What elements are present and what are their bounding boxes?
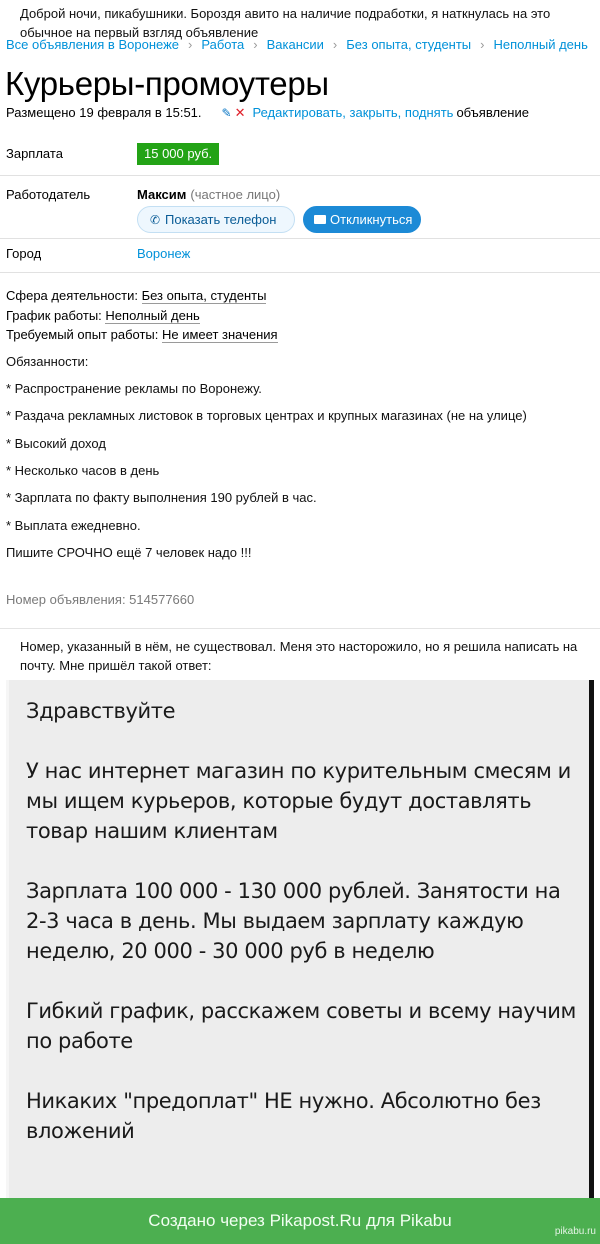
phone-icon: ✆ xyxy=(150,213,161,227)
breadcrumb-item[interactable]: Все объявления в Воронеже xyxy=(6,37,180,52)
breadcrumb-item[interactable]: Неполный день xyxy=(493,37,588,52)
pencil-icon[interactable]: ✎ xyxy=(221,106,232,120)
param-row xyxy=(6,325,278,345)
employer-type: (частное лицо) xyxy=(190,187,281,202)
city-link[interactable]: Воронеж xyxy=(137,246,191,261)
description-line: * Выплата ежедневно. xyxy=(6,518,141,533)
breadcrumb: Все объявления в Воронеже › Работа › Вакансии › Без опыта, студенты › Неполный день xyxy=(6,37,588,52)
email-reply-screenshot xyxy=(6,680,594,1198)
pikapost-footer xyxy=(0,1198,600,1244)
salary-badge: 15 000 руб. xyxy=(137,143,219,165)
employer-label: Работодатель xyxy=(6,187,91,202)
ad-params xyxy=(6,286,278,345)
description-line: * Распространение рекламы по Воронежу. xyxy=(6,381,262,396)
ad-title: Курьеры-промоутеры xyxy=(5,65,329,102)
description-line: Пишите СРОЧНО ещё 7 человек надо !!! xyxy=(6,545,252,560)
param-value-link[interactable]: Не имеет значения xyxy=(162,327,278,342)
description-line: Обязанности: xyxy=(6,354,89,369)
param-value-link[interactable]: Без опыта, студенты xyxy=(141,288,267,303)
description-line: * Несколько часов в день xyxy=(6,463,160,478)
param-label: Требуемый опыт работы: xyxy=(6,327,159,342)
email-paragraph: Гибкий график, расскажем советы и всему научим по работе xyxy=(26,999,576,1053)
city-label: Город xyxy=(6,246,42,261)
description-line: * Высокий доход xyxy=(6,436,106,451)
ad-number: Номер объявления: 514577660 xyxy=(6,592,195,607)
edit-suffix: объявление xyxy=(456,105,529,120)
param-value-link[interactable]: Неполный день xyxy=(105,307,200,323)
breadcrumb-item[interactable]: Без опыта, студенты xyxy=(346,37,472,52)
respond-label: Откликнуться xyxy=(330,212,413,227)
show-phone-label: Показать телефон xyxy=(165,212,277,227)
respond-button[interactable] xyxy=(303,206,421,233)
breadcrumb-item[interactable]: Работа xyxy=(201,37,245,52)
email-paragraph: Никаких "предоплат" НЕ нужно. Абсолютно без вложений xyxy=(26,1089,541,1143)
param-label: Сфера деятельности: xyxy=(6,288,138,303)
envelope-icon xyxy=(314,215,326,224)
post-caption-middle: Номер, указанный в нём, не существовал. Меня это насторожило, но я решила написать на почту. Мне пришёл такой ответ: xyxy=(0,628,600,680)
footer-text: Создано через Pikapost.Ru для Pikabu xyxy=(148,1211,452,1230)
param-row xyxy=(6,286,278,306)
edit-ad-link[interactable]: Редактировать, закрыть, поднять xyxy=(252,105,454,120)
pikabu-watermark: pikabu.ru xyxy=(554,1226,596,1237)
divider xyxy=(0,175,600,176)
employer xyxy=(137,187,280,202)
ad-meta xyxy=(6,105,529,121)
param-row xyxy=(6,306,278,326)
divider xyxy=(0,238,600,239)
show-phone-button[interactable] xyxy=(137,206,295,233)
description-line: * Раздача рекламных листовок в торговых центрах и крупных магазинах (не на улице) xyxy=(6,408,527,423)
employer-name: Максим xyxy=(137,187,187,202)
close-icon[interactable]: ✕ xyxy=(234,105,246,120)
email-paragraph: У нас интернет магазин по курительным смесям и мы ищем курьеров, которые будут доставлять товар нашим клиентам xyxy=(26,759,571,843)
param-label: График работы: xyxy=(6,307,102,323)
salary-label: Зарплата xyxy=(6,146,63,161)
breadcrumb-item[interactable]: Вакансии xyxy=(266,37,324,52)
email-paragraph: Здравствуйте xyxy=(26,699,176,723)
posted-date: Размещено 19 февраля в 15:51. xyxy=(6,105,202,120)
description-line: * Зарплата по факту выполнения 190 рублей в час. xyxy=(6,490,317,505)
divider xyxy=(0,272,600,273)
post-caption-top: Доброй ночи, пикабушники. Бороздя авито на наличие подработки, я наткнулась на это обычное на первый взгляд объявление xyxy=(0,0,600,36)
email-paragraph: Зарплата 100 000 - 130 000 рублей. Занятости на 2-3 часа в день. Мы выдаем зарплату каждую неделю, 20 000 - 30 000 руб в неделю xyxy=(26,879,561,963)
